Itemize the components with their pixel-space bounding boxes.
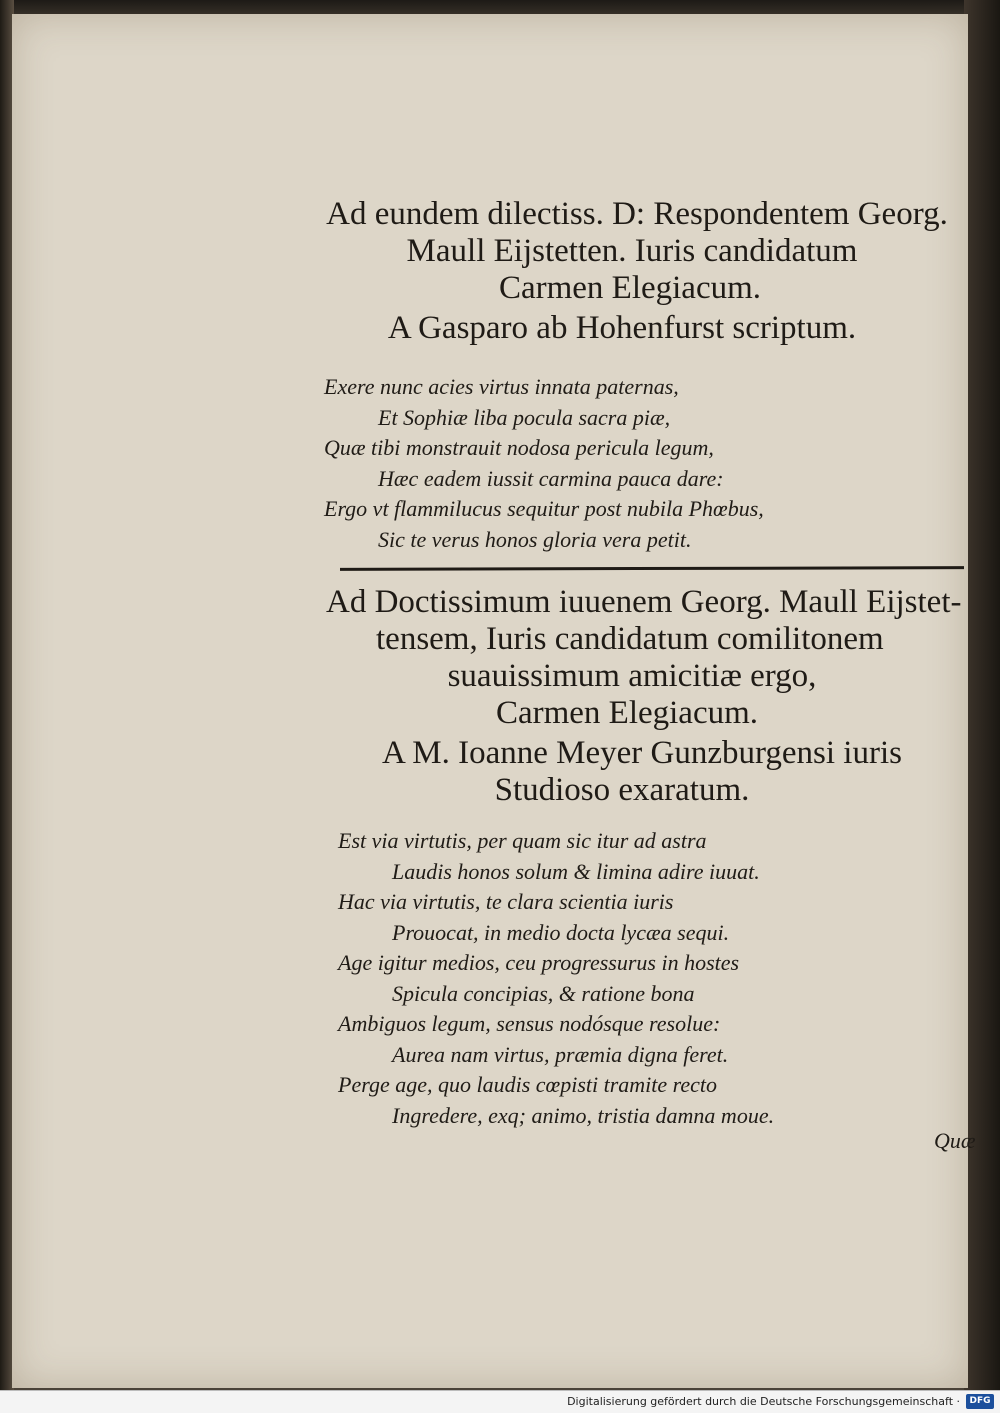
verse-line: Est via virtutis, per quam sic itur ad astra bbox=[338, 828, 707, 853]
section-divider-rule bbox=[340, 566, 964, 571]
verse-line: Laudis honos solum & limina adire iuuat. bbox=[392, 858, 760, 884]
poem1-author-line: A Gasparo ab Hohenfurst scriptum. bbox=[387, 310, 857, 346]
verse-line: Et Sophiæ liba pocula sacra piæ, bbox=[378, 404, 671, 430]
poem1-heading-line: Carmen Elegiacum. bbox=[498, 270, 762, 306]
poem2-author-lines bbox=[342, 735, 942, 809]
verse-line: Ergo vt flammilucus sequitur post nubila Phœbus, bbox=[324, 496, 764, 521]
poem2-heading-line: tensem, Iuris candidatum comilitonem bbox=[376, 621, 884, 657]
poem1-heading-line: Ad eundem dilectiss. D: Respondentem Georg. bbox=[326, 196, 948, 232]
page-content bbox=[12, 14, 976, 1388]
poem1-heading-line: Maull Eijstetten. Iuris candidatum bbox=[406, 233, 858, 269]
digitization-footer bbox=[0, 1390, 1000, 1413]
poem2-author-line: A M. Ioanne Meyer Gunzburgensi iuris bbox=[382, 735, 902, 771]
book-page bbox=[12, 14, 976, 1388]
verse-line: Ambiguos legum, sensus nodósque resolue: bbox=[338, 1011, 721, 1036]
verse-line: Hac via virtutis, te clara scientia iuris bbox=[338, 889, 674, 914]
verse-line: Ingredere, exq; animo, tristia damna moue. bbox=[392, 1102, 775, 1128]
verse-line: Aurea nam virtus, præmia digna feret. bbox=[392, 1041, 729, 1067]
poem2-heading-line: suauissimum amicitiæ ergo, bbox=[447, 658, 817, 694]
poem2-heading-line: Carmen Elegiacum. bbox=[495, 695, 759, 731]
poem1-heading bbox=[312, 196, 962, 307]
dfg-logo-icon[interactable]: DFG bbox=[966, 1394, 994, 1409]
verse-line: Exere nunc acies virtus innata paternas, bbox=[324, 374, 679, 399]
catchword: Quæ bbox=[934, 1128, 976, 1153]
poem2-author-line: Studioso exaratum. bbox=[494, 772, 750, 808]
verse-line: Quæ tibi monstrauit nodosa pericula legum, bbox=[324, 435, 714, 460]
verse-line: Hæc eadem iussit carmina pauca dare: bbox=[378, 465, 724, 491]
verse-line: Age igitur medios, ceu progressurus in hostes bbox=[338, 950, 740, 975]
poem2-verses bbox=[338, 826, 774, 1131]
verse-line: Prouocat, in medio docta lycæa sequi. bbox=[392, 919, 730, 945]
poem1-verses bbox=[324, 372, 764, 555]
footer-credit-text: Digitalisierung gefördert durch die Deutsche Forschungsgemeinschaft · bbox=[567, 1395, 960, 1408]
verse-line: Sic te verus honos gloria vera petit. bbox=[378, 526, 692, 552]
poem2-heading bbox=[312, 584, 972, 732]
verse-line: Spicula concipias, & ratione bona bbox=[392, 980, 695, 1006]
verse-line: Perge age, quo laudis cœpisti tramite recto bbox=[338, 1072, 718, 1097]
poem2-heading-line: Ad Doctissimum iuuenem Georg. Maull Eijstet- bbox=[326, 584, 962, 620]
